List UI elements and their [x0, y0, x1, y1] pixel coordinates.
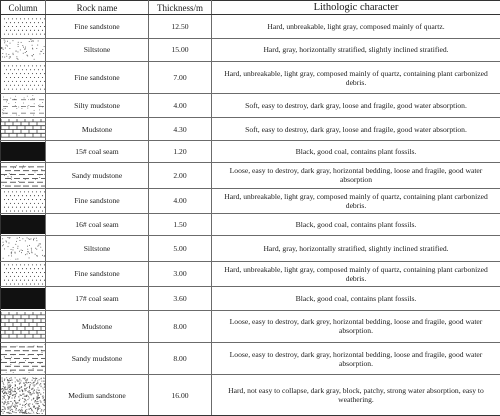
table-row: [1, 94, 500, 118]
lithology-pattern-graphic: [1, 95, 45, 116]
lithologic-character-cell: Black, good coal, contains plant fossils.: [212, 141, 500, 162]
lithologic-character-cell: Soft, easy to destroy, dark gray, loose and fragile, good water absorption.: [212, 117, 500, 141]
header-row: [1, 1, 500, 15]
thickness-cell: 1.50: [149, 214, 212, 235]
lithologic-character-cell: Loose, easy to destroy, dark gray, horizontal bedding, loose and fragile, good water absorption: [212, 162, 500, 188]
thickness-cell: 7.00: [149, 62, 212, 94]
lithologic-character-cell: Black, good coal, contains plant fossils.: [212, 287, 500, 311]
lithology-pattern-graphic: [1, 237, 45, 260]
siltstone-pattern: [1, 237, 45, 260]
fine-sandstone-pattern: [1, 63, 45, 92]
medium-sandstone-pattern: [1, 377, 45, 414]
table-header: [1, 1, 500, 15]
rock-name-cell: 17# coal seam: [46, 287, 149, 311]
thickness-cell: 15.00: [149, 38, 212, 62]
rock-name-cell: Fine sandstone: [46, 261, 149, 287]
table-row: [1, 310, 500, 342]
table-row: [1, 38, 500, 62]
lithology-pattern-graphic: [1, 215, 45, 234]
rock-name-cell: 16# coal seam: [46, 214, 149, 235]
column-pattern-cell: [1, 235, 46, 261]
lithology-pattern-graphic: [1, 119, 45, 140]
mudstone-pattern: [1, 119, 45, 140]
lithology-pattern-graphic: [1, 16, 45, 37]
lithologic-character-cell: Hard, unbreakable, light gray, composed mainly of quartz.: [212, 15, 500, 39]
table-row: [1, 15, 500, 39]
lithologic-character-cell: Black, good coal, contains plant fossils.: [212, 214, 500, 235]
column-pattern-cell: [1, 261, 46, 287]
lithology-pattern-graphic: [1, 63, 45, 92]
table-row: [1, 162, 500, 188]
table-row: [1, 117, 500, 141]
mudstone-pattern: [1, 312, 45, 341]
column-pattern-cell: [1, 15, 46, 39]
lithology-pattern-graphic: [1, 312, 45, 341]
lithology-pattern-graphic: [1, 262, 45, 285]
thickness-cell: 4.30: [149, 117, 212, 141]
fine-sandstone-pattern: [1, 262, 45, 285]
lithology-pattern-graphic: [1, 377, 45, 414]
column-pattern-cell: [1, 162, 46, 188]
table-row: [1, 342, 500, 374]
header-lithologic-character: Lithologic character: [212, 1, 500, 15]
lithologic-character-cell: Hard, unbreakable, light gray, composed mainly of quartz, containing plant carbonized debris.: [212, 261, 500, 287]
lithologic-character-cell: Hard, unbreakable, light gray, composed mainly of quartz, containing plant carbonized debris.: [212, 62, 500, 94]
sandy-mudstone-pattern: [1, 164, 45, 187]
silty-mudstone-pattern: [1, 95, 45, 116]
lithologic-character-cell: Soft, easy to destroy, dark gray, loose and fragile, good water absorption.: [212, 94, 500, 118]
coal-pattern: [1, 215, 45, 234]
column-pattern-cell: [1, 141, 46, 162]
rock-name-cell: Fine sandstone: [46, 188, 149, 214]
table-row: [1, 287, 500, 311]
column-pattern-cell: [1, 94, 46, 118]
table-row: [1, 375, 500, 416]
thickness-cell: 4.00: [149, 94, 212, 118]
thickness-cell: 2.00: [149, 162, 212, 188]
lithology-pattern-graphic: [1, 344, 45, 373]
lithology-pattern-graphic: [1, 142, 45, 161]
lithologic-character-cell: Loose, easy to destroy, dark grey, horizontal bedding, loose and fragile, good water absorption.: [212, 310, 500, 342]
thickness-cell: 3.60: [149, 287, 212, 311]
fine-sandstone-pattern: [1, 189, 45, 212]
lithology-pattern-graphic: [1, 39, 45, 60]
rock-name-cell: Fine sandstone: [46, 62, 149, 94]
fine-sandstone-pattern: [1, 16, 45, 37]
rock-name-cell: 15# coal seam: [46, 141, 149, 162]
lithology-pattern-graphic: [1, 189, 45, 212]
thickness-cell: 8.00: [149, 342, 212, 374]
rock-name-cell: Siltstone: [46, 38, 149, 62]
table-row: [1, 188, 500, 214]
rock-name-cell: Siltstone: [46, 235, 149, 261]
lithology-pattern-graphic: [1, 288, 45, 309]
column-pattern-cell: [1, 188, 46, 214]
rock-name-cell: Sandy mudstone: [46, 342, 149, 374]
column-pattern-cell: [1, 342, 46, 374]
column-pattern-cell: [1, 38, 46, 62]
column-pattern-cell: [1, 287, 46, 311]
header-column: Column: [1, 1, 46, 15]
thickness-cell: 8.00: [149, 310, 212, 342]
column-pattern-cell: [1, 117, 46, 141]
coal-pattern: [1, 142, 45, 161]
rock-name-cell: Medium sandstone: [46, 375, 149, 416]
column-pattern-cell: [1, 62, 46, 94]
table-row: [1, 214, 500, 235]
lithologic-character-cell: Loose, easy to destroy, dark gray, horizontal bedding, loose and fragile, good water absorption.: [212, 342, 500, 374]
thickness-cell: 4.00: [149, 188, 212, 214]
thickness-cell: 3.00: [149, 261, 212, 287]
rock-name-cell: Silty mudstone: [46, 94, 149, 118]
table-row: [1, 235, 500, 261]
lithologic-character-cell: Hard, gray, horizontally stratified, slightly inclined stratified.: [212, 38, 500, 62]
column-pattern-cell: [1, 310, 46, 342]
thickness-cell: 5.00: [149, 235, 212, 261]
rock-name-cell: Fine sandstone: [46, 15, 149, 39]
header-rock-name: Rock name: [46, 1, 149, 15]
sandy-mudstone-pattern: [1, 344, 45, 373]
siltstone-pattern: [1, 39, 45, 60]
table-row: [1, 141, 500, 162]
column-pattern-cell: [1, 375, 46, 416]
lithologic-character-cell: Hard, gray, horizontally stratified, slightly inclined stratified.: [212, 235, 500, 261]
lithology-pattern-graphic: [1, 164, 45, 187]
table-body: [1, 15, 500, 416]
thickness-cell: 12.50: [149, 15, 212, 39]
thickness-cell: 1.20: [149, 141, 212, 162]
thickness-cell: 16.00: [149, 375, 212, 416]
column-pattern-cell: [1, 214, 46, 235]
rock-name-cell: Mudstone: [46, 310, 149, 342]
header-thickness: Thickness/m: [149, 1, 212, 15]
table-row: [1, 62, 500, 94]
coal-pattern: [1, 288, 45, 309]
lithologic-character-cell: Hard, not easy to collapse, dark gray, block, patchy, strong water absorption, easy to weathering.: [212, 375, 500, 416]
rock-name-cell: Sandy mudstone: [46, 162, 149, 188]
lithologic-character-cell: Hard, unbreakable, light gray, composed mainly of quartz, containing plant carbonized debris.: [212, 188, 500, 214]
rock-name-cell: Mudstone: [46, 117, 149, 141]
table-row: [1, 261, 500, 287]
